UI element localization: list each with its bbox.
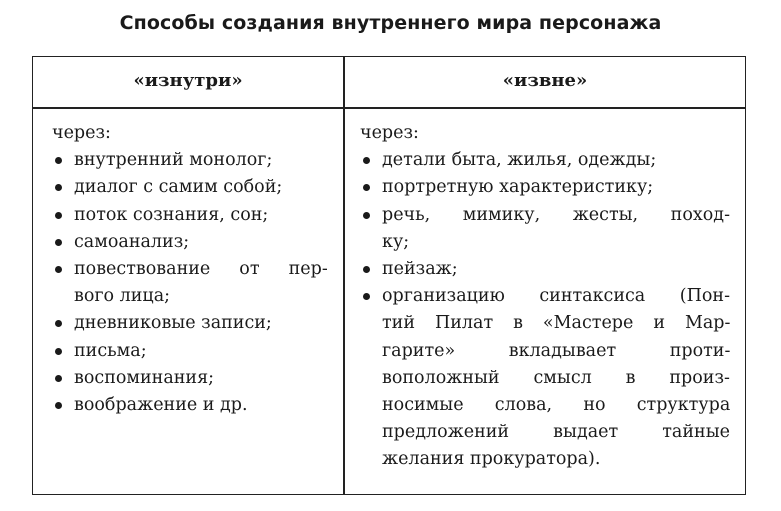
bullet-icon bbox=[55, 212, 62, 219]
list-item bbox=[52, 147, 328, 174]
list-item-line: воспоминания; bbox=[74, 367, 215, 388]
list-item bbox=[52, 229, 328, 256]
list-item-line: дневниковые записи; bbox=[74, 313, 272, 334]
bullet-icon bbox=[363, 212, 370, 219]
list-item-line: речь, мимику, жесты, поход- bbox=[382, 204, 730, 225]
header-row-divider bbox=[32, 107, 746, 109]
methods-list-inside bbox=[52, 147, 328, 419]
column-divider bbox=[343, 56, 345, 495]
list-item-line: самоанализ; bbox=[74, 231, 190, 252]
list-item-line: ку; bbox=[382, 231, 410, 252]
list-item bbox=[360, 202, 730, 256]
list-item-line: гарите» вкладывает проти- bbox=[382, 340, 731, 361]
list-item bbox=[360, 283, 730, 473]
bullet-icon bbox=[55, 184, 62, 191]
bullet-icon bbox=[55, 375, 62, 382]
list-item bbox=[52, 310, 328, 337]
cell-inside-methods bbox=[52, 120, 328, 419]
list-item bbox=[360, 256, 730, 283]
list-item bbox=[52, 202, 328, 229]
bullet-icon bbox=[55, 320, 62, 327]
list-item-line: воображение и др. bbox=[74, 395, 248, 416]
cell-outside-methods bbox=[360, 120, 730, 474]
list-item-line: пейзаж; bbox=[382, 259, 458, 280]
list-item bbox=[360, 147, 730, 174]
bullet-icon bbox=[363, 293, 370, 300]
list-item-line: диалог с самим собой; bbox=[74, 177, 283, 198]
bullet-icon bbox=[363, 184, 370, 191]
bullet-icon bbox=[55, 266, 62, 273]
list-item bbox=[52, 256, 328, 310]
list-item bbox=[52, 338, 328, 365]
bullet-icon bbox=[55, 402, 62, 409]
column-header-outside: «извне» bbox=[502, 70, 588, 91]
list-item bbox=[360, 174, 730, 201]
bullet-icon bbox=[55, 157, 62, 164]
list-item bbox=[52, 174, 328, 201]
list-item-line: желания прокуратора). bbox=[382, 449, 601, 470]
list-item bbox=[52, 392, 328, 419]
list-item-line: предложений выдает тайные bbox=[382, 422, 730, 443]
cell-intro: через: bbox=[52, 123, 111, 143]
list-item-line: портретную характеристику; bbox=[382, 177, 654, 198]
list-item bbox=[52, 365, 328, 392]
cell-intro: через: bbox=[360, 123, 419, 143]
bullet-icon bbox=[55, 348, 62, 355]
list-item-line: повествование от пер- bbox=[74, 259, 328, 280]
list-item-line: поток сознания, сон; bbox=[74, 204, 269, 225]
page-title: Способы создания внутреннего мира персонажа bbox=[119, 12, 662, 34]
list-item-line: письма; bbox=[74, 340, 147, 361]
bullet-icon bbox=[363, 157, 370, 164]
list-item-line: вого лица; bbox=[74, 286, 171, 307]
column-header-inside: «изнутри» bbox=[133, 70, 243, 91]
list-item-line: внутренний монолог; bbox=[74, 150, 273, 171]
list-item-line: воположный смысл в произ- bbox=[382, 367, 730, 388]
list-item-line: детали быта, жилья, одежды; bbox=[382, 150, 657, 171]
bullet-icon bbox=[363, 266, 370, 273]
list-item-line: носимые слова, но структура bbox=[382, 395, 731, 416]
list-item-line: тий Пилат в «Мастере и Мар- bbox=[382, 313, 731, 334]
methods-list-outside bbox=[360, 147, 730, 473]
list-item-line: организацию синтаксиса (Пон- bbox=[382, 286, 731, 307]
bullet-icon bbox=[55, 239, 62, 246]
